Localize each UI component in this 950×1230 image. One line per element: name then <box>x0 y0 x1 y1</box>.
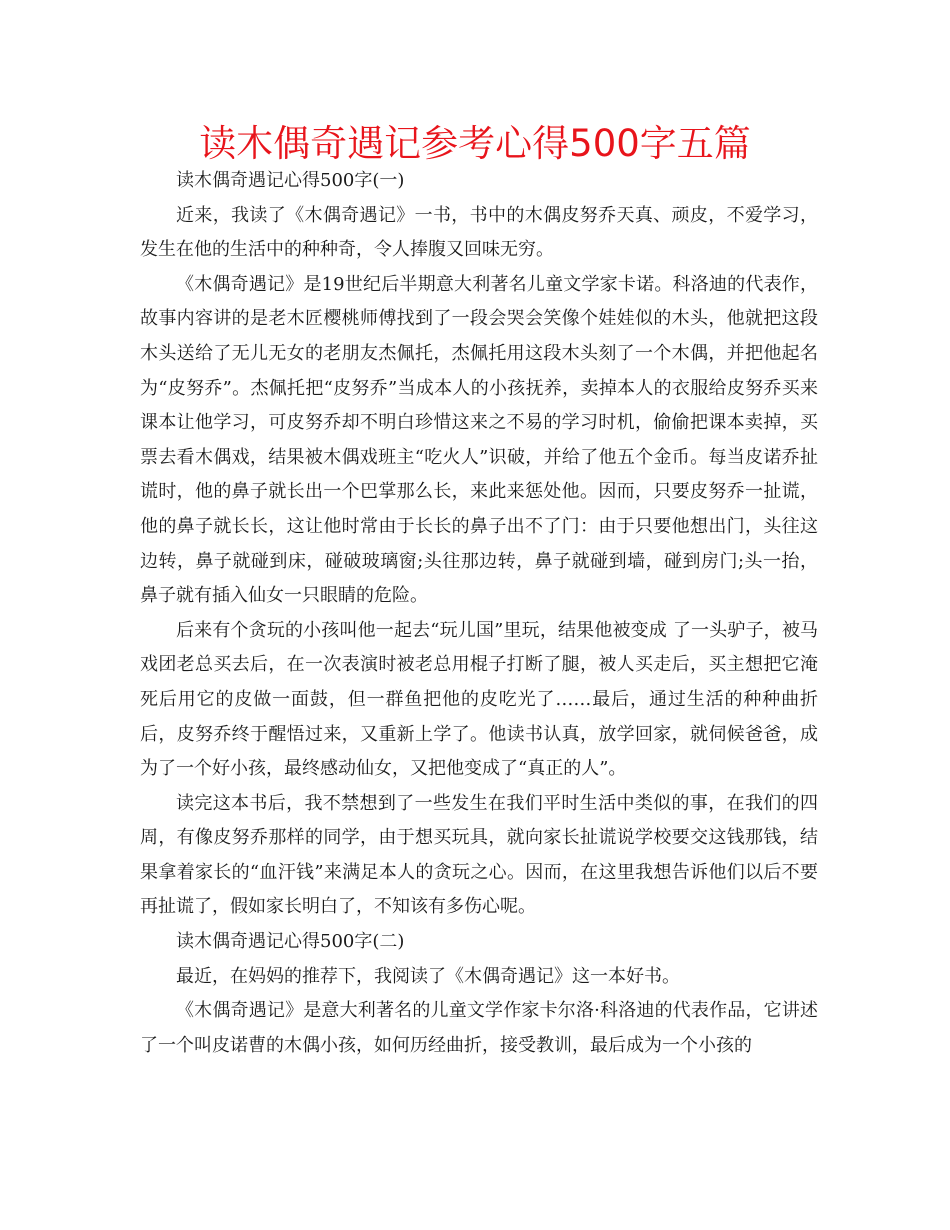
section-heading-1: 读木偶奇遇记心得500字(一) <box>176 170 405 191</box>
paragraph: 《木偶奇遇记》是19世纪后半期意大利著名儿童文学家卡诺。科洛迪的代表作，故事内容讲的是老木匠樱桃师傅找到了一段会哭会笑像个娃娃似的木头，他就把这段木头送给了无儿无女的老朋友杰佩托，杰佩托用这段木头刻了一个木偶，并把他起名为“皮努乔”。杰佩托把“皮努乔”当成本人的小孩抚养，卖掉本人的衣服给皮努乔买来课本让他学习，可皮努乔却不明白珍惜这来之不易的学习时机，偷偷把课本卖掉，买票去看木偶戏，结果被木偶戏班主“吃火人”识破，并给了他五个金币。每当皮诺乔扯谎时，他的鼻子就长出一个巴掌那么长，来此来惩处他。因而，只要皮努乔一扯谎，他的鼻子就长长，这让他时常由于长长的鼻子出不了门：由于只要他想出门，头往这边转，鼻子就碰到床，碰破玻璃窗;头往那边转，鼻子就碰到墙，碰到房门;头一抬，鼻子就有插入仙女一只眼睛的危险。 <box>140 273 818 607</box>
paragraph: 读完这本书后，我不禁想到了一些发生在我们平时生活中类似的事，在我们的四周，有像皮努乔那样的同学，由于想买玩具，就向家长扯谎说学校要交这钱那钱，结果拿着家长的“血汗钱”来满足本人的贪玩之心。因而，在这里我想告诉他们以后不要再扯谎了，假如家长明白了，不知该有多伤心呢。 <box>140 792 818 918</box>
document-body <box>140 164 818 1063</box>
paragraph: 《木偶奇遇记》是意大利著名的儿童文学作家卡尔洛·科洛迪的代表作品，它讲述了一个叫皮诺曹的木偶小孩，如何历经曲折，接受教训，最后成为一个小孩的 <box>140 1000 818 1056</box>
paragraph: 近来，我读了《木偶奇遇记》一书，书中的木偶皮努乔天真、顽皮，不爱学习，发生在他的生活中的种种奇，令人捧腹又回味无穷。 <box>140 204 818 261</box>
document-title: 读木偶奇遇记参考心得500字五篇 <box>199 122 751 165</box>
paragraph: 后来有个贪玩的小孩叫他一起去“玩儿国”里玩，结果他被变成 了一头驴子，被马戏团老总买去后，在一次表演时被老总用棍子打断了腿，被人买走后，买主想把它淹死后用它的皮做一面鼓，但一群鱼把他的皮吃光了……最后，通过生活的种种曲折后，皮努乔终于醒悟过来，又重新上学了。他读书认真，放学回家，就伺候爸爸，成为了一个好小孩，最终感动仙女，又把他变成了“真正的人”。 <box>140 619 818 780</box>
section-heading-2: 读木偶奇遇记心得500字(二) <box>176 931 405 953</box>
paragraph: 最近，在妈妈的推荐下，我阅读了《木偶奇遇记》这一本好书。 <box>176 965 680 987</box>
